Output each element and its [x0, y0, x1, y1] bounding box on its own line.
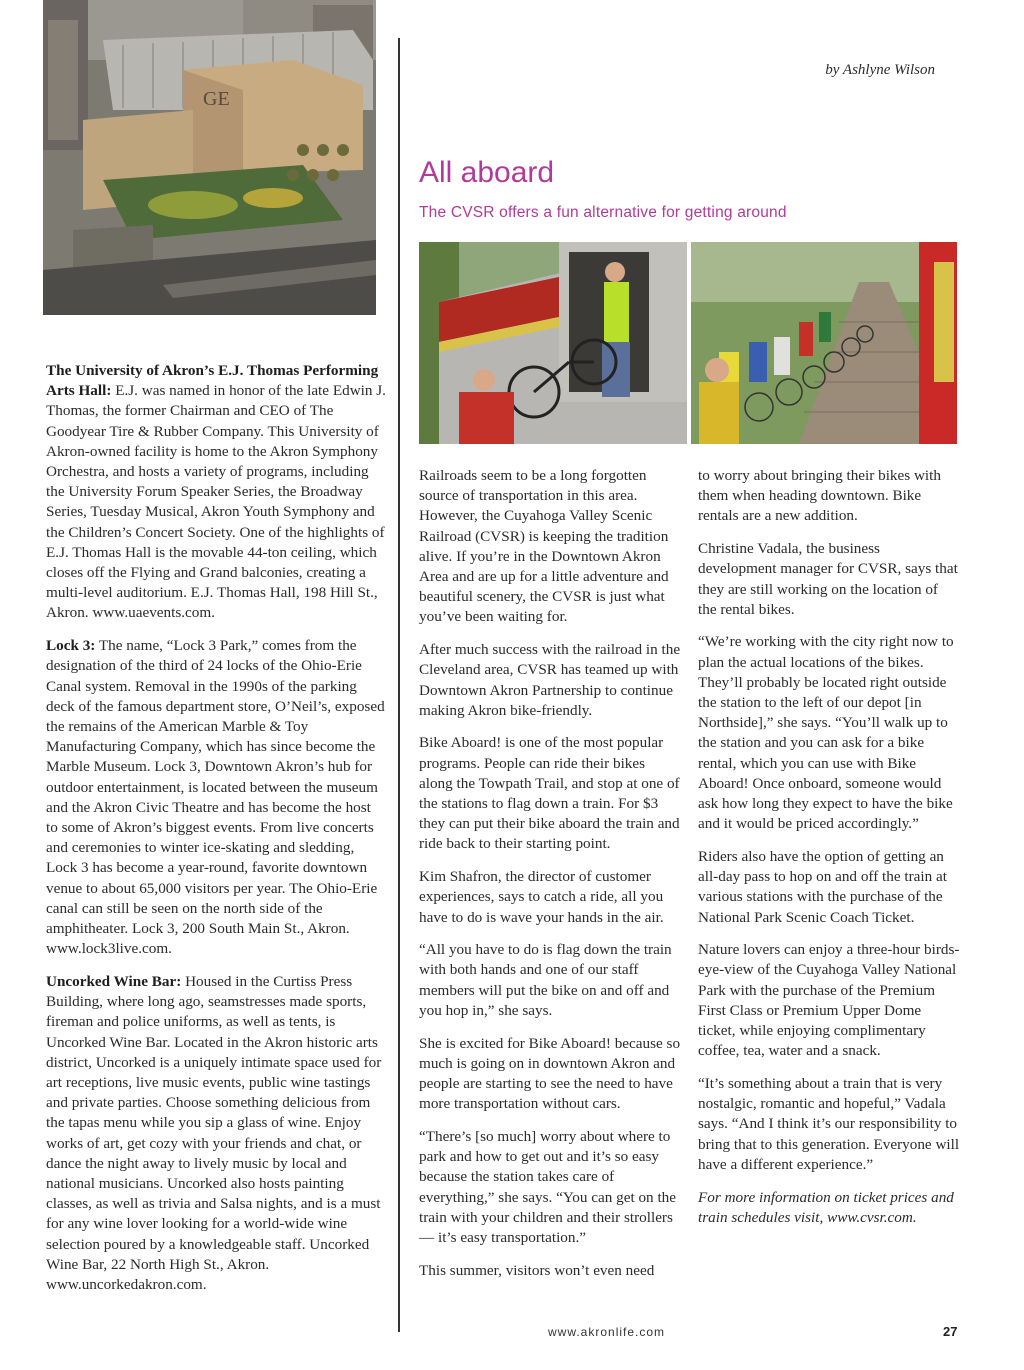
svg-text:GE: GE [203, 88, 230, 110]
page-number: 27 [943, 1324, 958, 1339]
venue-ej-thomas [46, 361, 386, 624]
article-paragraph: Nature lovers can enjoy a three-hour birds-eye-view of the Cuyahoga Valley National Park with the purchase of the Premium First Class or Premium Upper Dome ticket, while enjoying complimentary coffee, tea, water and a snack. [698, 941, 960, 1060]
article-paragraph: She is excited for Bike Aboard! because so much is going on in downtown Akron and people are starting to see the need to have more transportation without cars. [419, 1034, 681, 1113]
article-column-1 [419, 466, 681, 1293]
venue-text: E.J. was named in honor of the late Edwin J. Thomas, the former Chairman and CEO of The Goodyear Tire & Rubber Company. This University of Akron-owned facility is home to the Akron Symphony Orchestra, and hosts a variety of programs, including the University Forum Speaker Series, the Broadway Series, Tuesday Musical, Akron Youth Symphony and the Children’s Concert Society. One of the highlights of E.J. Thomas Hall is the movable 44-ton ceiling, which closes off the Flying and Grand balconies, creating a multi-level auditorium. E.J. Thomas Hall, 198 Hill St., Akron. www.uaevents.com. [46, 382, 386, 622]
article-paragraph: “There’s [so much] worry about where to park and how to get out and it’s so easy because the station takes care of everything,” she says. “You can get on the train with your children and their strollers — it’s easy transportation.” [419, 1127, 677, 1246]
venue-uncorked [46, 972, 386, 1295]
article-paragraph: “It’s something about a train that is very nostalgic, romantic and hopeful,” Vadala says. “And I think it’s our responsibility to bring that to this generation. Everyone will have a different experience.” [698, 1074, 960, 1173]
venue-text: Housed in the Curtiss Press Building, where long ago, seamstresses made sports, fireman and police uniforms, as well as tents, is Uncorked Wine Bar. Located in the Akron historic arts district, Uncorked is a uniquely intimate space used for art receptions, live music events, public wine tastings and private parties. Choose something delicious from the tapas menu while you sip a glass of wine. Enjoy works of art, get cozy with your friends and chat, or dance the night away to lively music by local and national musicians. Uncorked also hosts painting classes, as well as trivia and Salsa nights, and is a must for any wine lover looking for a world-wide wine selection poured by a knowledgeable staff. Uncorked Wine Bar, 22 North High St., Akron. www.uncorkedakron.com. [46, 972, 382, 1293]
venue-text: The name, “Lock 3 Park,” comes from the designation of the third of 24 locks of the Ohio-Erie Canal system. Removal in the 1990s of the parking deck of the famous department store, O’Neil’s, exposed the remains of the American Marble & Toy Manufacturing Company, which has since become the Marble Museum. Lock 3, Downtown Akron’s hub for outdoor entertainment, is located between the museum and the Akron Civic Theatre and has become the host to some of Akron’s biggest events. From live concerts and ceremonies to winter ice-skating and sledding, Lock 3 has become a year-round, favorite downtown venue to about 65,000 visitors per year. The Ohio-Erie canal can still be seen on the north side of the amphitheater. Lock 3, 200 South Main St., Akron. www.lock3live.com. [46, 637, 385, 958]
venue-heading: The University of Akron’s E.J. Thomas Performing Arts Hall: [46, 362, 379, 400]
article-paragraph: to worry about bringing their bikes with them when heading downtown. Bike rentals are a new addition. [698, 467, 941, 525]
article-paragraph: “All you have to do is flag down the train with both hands and one of our staff members will put the bike on and off and you hop in,” she says. [419, 941, 672, 1019]
article-paragraph: Riders also have the option of getting an all-day pass to hop on and off the train at various stations with the purchase of the National Park Scenic Coach Ticket. [698, 847, 947, 926]
byline: by Ashlyne Wilson [825, 62, 935, 78]
hall-photo-drawing [43, 0, 376, 315]
article-paragraph: Christine Vadala, the business development manager for CVSR, says that they are still working on the location of the rental bikes. [698, 540, 958, 618]
article-column-2 [698, 466, 960, 1240]
hall-photo [43, 0, 376, 315]
article-paragraph: “We’re working with the city right now to plan the actual locations of the bikes. They’ll probably be located right outside the station to the left of our depot [in Northside],” she says. “You’ll walk up to the station and you can ask for a bike rental, which you can use with Bike Aboard! Once onboard, someone would ask how long they expect to have the bike and it would be priced accordingly.” [698, 633, 954, 833]
train-photo [419, 242, 957, 444]
column-divider [398, 38, 400, 1332]
article-paragraph: Kim Shafron, the director of customer experiences, says to catch a ride, all you have to do is wave your hands in the air. [419, 868, 664, 926]
article-paragraph: Bike Aboard! is one of the most popular programs. People can ride their bikes along the Towpath Trail, and stop at one of the stations to flag down a train. For $3 they can put their bike aboard the train and ride back to their starting point. [419, 734, 680, 853]
venue-listings [46, 361, 386, 1308]
article-paragraph: This summer, visitors won’t even need [419, 1261, 655, 1279]
article-subtitle: The CVSR offers a fun alternative for getting around [419, 204, 787, 221]
more-info-note: For more information on ticket prices and train schedules visit, www.cvsr.com. [698, 1188, 954, 1226]
article-title: All aboard [419, 156, 555, 189]
venue-heading: Uncorked Wine Bar: [46, 972, 182, 990]
article-paragraph: After much success with the railroad in the Cleveland area, CVSR has teamed up with Downtown Akron Partnership to continue making Akron bike-friendly. [419, 641, 681, 719]
footer-url: www.akronlife.com [548, 1325, 666, 1339]
train-photo-drawing [419, 242, 957, 444]
venue-heading: Lock 3: [46, 637, 96, 655]
article-paragraph: Railroads seem to be a long forgotten source of transportation in this area. However, the Cuyahoga Valley Scenic Railroad (CVSR) is keeping the tradition alive. If you’re in the Downtown Akron Area and are up for a little adventure and beautiful scenery, the CVSR is just what you’ve been waiting for. [419, 467, 669, 626]
venue-lock-3 [46, 636, 386, 959]
